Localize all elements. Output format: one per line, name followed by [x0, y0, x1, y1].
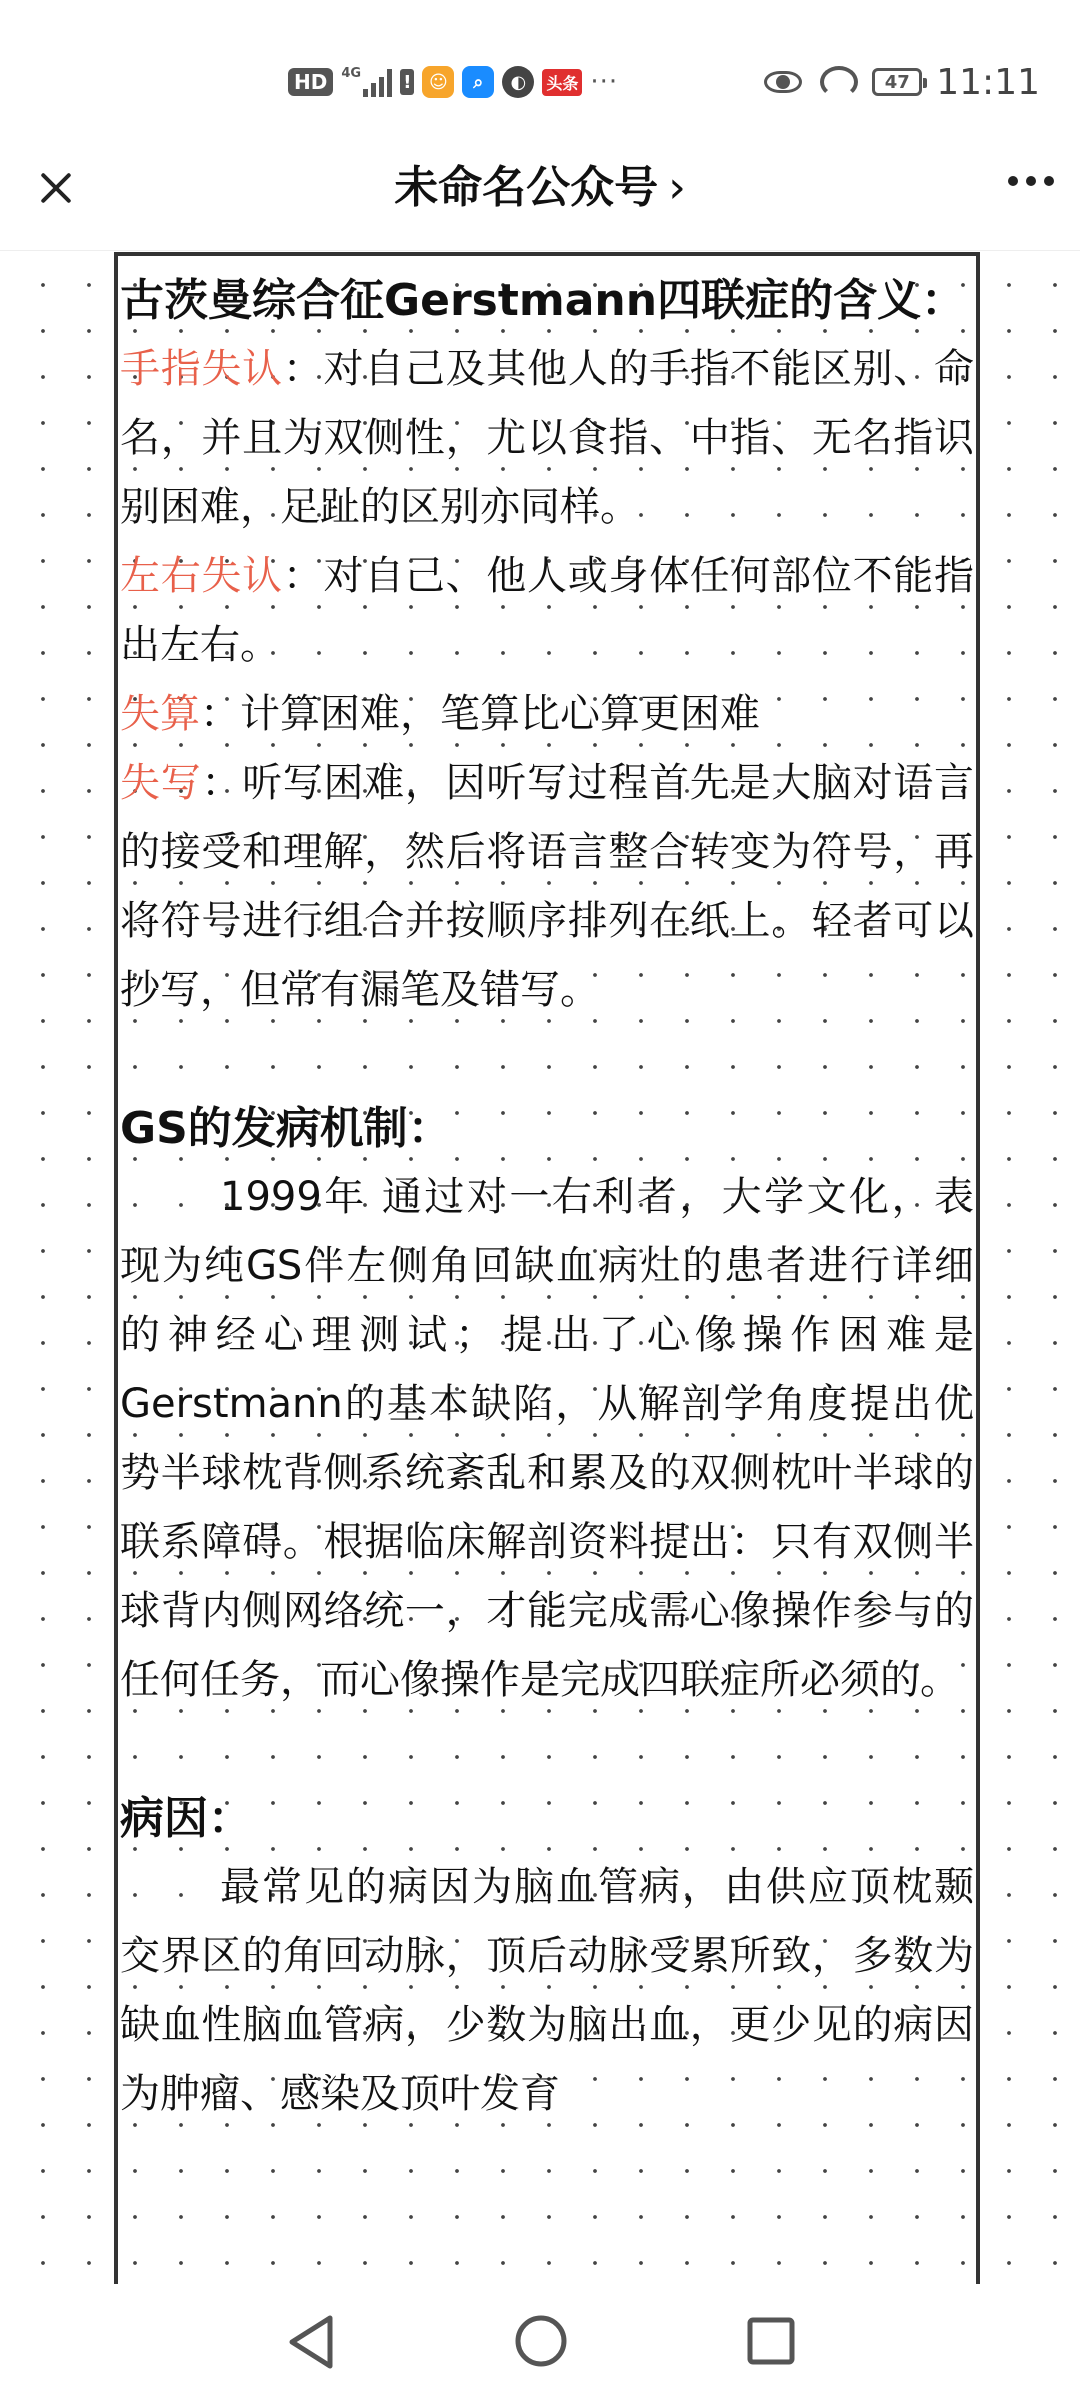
warning-icon: !	[400, 69, 414, 95]
term-finger-agnosia: 手指失认	[120, 346, 283, 392]
app-header	[0, 130, 1080, 251]
battery-icon: 47	[872, 68, 922, 96]
app-notification-icon: ☺	[422, 66, 454, 98]
section-text-etiology: 最常见的病因为脑血管病，由供应顶枕颞交界区的角回动脉，顶后动脉受累所致，多数为缺血性脑血管病，少数为脑出血，更少见的病因为肿瘤、感染及顶叶发育	[120, 1864, 974, 2117]
home-icon[interactable]	[514, 2314, 568, 2368]
account-name: 未命名公众号	[394, 162, 659, 213]
section-heading-pathogenesis: GS的发病机制：	[120, 1103, 452, 1154]
article-content[interactable]	[0, 252, 1080, 2284]
eye-comfort-icon	[764, 69, 806, 95]
article-title: 古茨曼综合征Gerstmann四联症的含义：	[120, 275, 966, 326]
signal-icon	[341, 67, 392, 97]
more-notifications-icon: ···	[590, 67, 619, 97]
section-text-pathogenesis: 1999年 通过对一右利者，大学文化，表现为纯GS伴左侧角回缺血病灶的患者进行详细的神经心理测试；提出了心像操作困难是Gerstmann的基本缺陷，从解剖学角度提出优势半球枕背侧系统紊乱和累及的双侧枕叶半球的联系障碍。根据临床解剖资料提出：只有双侧半球背内侧网络统一，才能完成需心像操作参与的任何任务，而心像操作是完成四联症所必须的。	[120, 1174, 974, 1703]
more-options-icon[interactable]	[1008, 176, 1054, 186]
recent-apps-icon[interactable]	[746, 2316, 796, 2366]
term-acalculia: 失算	[120, 691, 200, 737]
term-definition: ：对自己及其他人的手指不能区别、命名，并且为双侧性，尤以食指、中指、无名指识别困难，足趾的区别亦同样。	[120, 346, 975, 530]
status-bar	[0, 0, 1080, 130]
network-type: 4G	[341, 66, 362, 81]
term-left-right-disorientation: 左右失认	[120, 553, 283, 599]
list-item	[120, 542, 974, 680]
spacer	[120, 1025, 974, 1094]
status-left-icons	[288, 58, 618, 106]
browser-app-icon: ◐	[502, 66, 534, 98]
account-title[interactable]	[0, 158, 1080, 218]
article-body	[120, 266, 974, 2129]
status-right-icons	[764, 58, 1040, 106]
system-nav-bar	[0, 2284, 1080, 2400]
spacer	[120, 1715, 974, 1784]
section-heading-etiology: 病因：	[120, 1793, 252, 1844]
hd-icon: HD	[288, 68, 333, 96]
list-item	[120, 680, 974, 749]
news-app-icon: 头条	[542, 69, 582, 96]
list-item	[120, 749, 974, 1025]
search-app-icon: ⌕	[462, 66, 494, 98]
list-item	[120, 335, 974, 542]
term-definition: ：听写困难，因听写过程首先是大脑对语言的接受和理解，然后将语言整合转变为符号，再将符号进行组合并按顺序排列在纸上。轻者可以抄写，但常有漏笔及错写。	[120, 760, 975, 1013]
term-definition: ：计算困难，笔算比心算更困难	[200, 691, 760, 737]
speed-icon	[820, 66, 858, 98]
term-definition: ：对自己、他人或身体任何部位不能指出左右。	[120, 553, 975, 668]
clock: 11:11	[936, 61, 1040, 103]
chevron-right-icon: ›	[668, 162, 686, 213]
term-agraphia: 失写	[120, 760, 202, 806]
